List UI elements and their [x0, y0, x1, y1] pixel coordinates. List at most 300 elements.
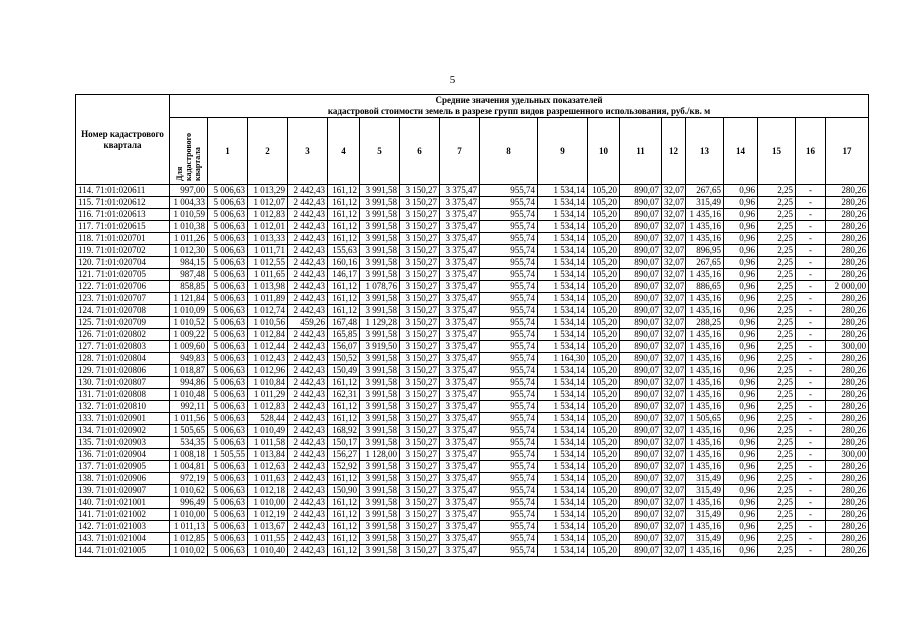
- value-cell: 32,07: [662, 389, 686, 401]
- value-cell: 3 150,27: [400, 485, 440, 497]
- value-cell: 2,25: [758, 461, 796, 473]
- value-cell: 280,26: [826, 425, 869, 437]
- value-cell: 890,07: [620, 401, 662, 413]
- value-cell: 161,12: [328, 185, 360, 197]
- quarter-number-cell: 121. 71:01:020705: [76, 269, 170, 281]
- value-cell: 955,74: [480, 497, 538, 509]
- value-cell: 955,74: [480, 413, 538, 425]
- value-cell: 152,92: [328, 461, 360, 473]
- value-cell: 1 435,16: [686, 461, 724, 473]
- value-cell: 1 534,14: [538, 305, 588, 317]
- value-cell: 1 435,16: [686, 341, 724, 353]
- value-cell: 1 534,14: [538, 545, 588, 557]
- value-cell: 890,07: [620, 233, 662, 245]
- value-cell: 5 006,63: [208, 329, 248, 341]
- value-cell: 32,07: [662, 185, 686, 197]
- value-cell: 2 442,43: [288, 221, 328, 233]
- value-cell: 1 534,14: [538, 341, 588, 353]
- value-cell: 1 012,84: [248, 329, 288, 341]
- quarter-number-cell: 115. 71:01:020612: [76, 197, 170, 209]
- value-cell: 5 006,63: [208, 497, 248, 509]
- table-row: [76, 269, 869, 281]
- value-cell: 1 010,02: [170, 545, 208, 557]
- value-cell: 32,07: [662, 509, 686, 521]
- value-cell: 315,49: [686, 533, 724, 545]
- value-cell: 32,07: [662, 461, 686, 473]
- value-cell: 5 006,63: [208, 365, 248, 377]
- value-cell: 3 991,58: [360, 509, 400, 521]
- column-header-9: 9: [538, 118, 588, 185]
- column-header-13: 13: [686, 118, 724, 185]
- group-title-line2: кадастровой стоимости земель в разрезе групп видов разрешенного использования, руб./кв. м: [327, 106, 711, 116]
- quarter-number-cell: 125. 71:01:020709: [76, 317, 170, 329]
- value-cell: 890,07: [620, 413, 662, 425]
- value-cell: 3 919,50: [360, 341, 400, 353]
- value-cell: 1 013,29: [248, 185, 288, 197]
- value-cell: 2 442,43: [288, 353, 328, 365]
- value-cell: 972,19: [170, 473, 208, 485]
- value-cell: 3 991,58: [360, 533, 400, 545]
- value-cell: 2 442,43: [288, 389, 328, 401]
- value-cell: 161,12: [328, 521, 360, 533]
- value-cell: 3 375,47: [440, 305, 480, 317]
- value-cell: 5 006,63: [208, 353, 248, 365]
- value-cell: 0,96: [724, 377, 758, 389]
- value-cell: 5 006,63: [208, 233, 248, 245]
- value-cell: 0,96: [724, 197, 758, 209]
- value-cell: 105,20: [588, 485, 620, 497]
- value-cell: 1 011,56: [170, 413, 208, 425]
- value-cell: 3 150,27: [400, 233, 440, 245]
- value-cell: 3 375,47: [440, 293, 480, 305]
- value-cell: 2,25: [758, 509, 796, 521]
- value-cell: 105,20: [588, 425, 620, 437]
- value-cell: 315,49: [686, 485, 724, 497]
- quarter-number-cell: 131. 71:01:020808: [76, 389, 170, 401]
- value-cell: 949,83: [170, 353, 208, 365]
- value-cell: 890,07: [620, 485, 662, 497]
- value-cell: 2 442,43: [288, 413, 328, 425]
- value-cell: 996,49: [170, 497, 208, 509]
- value-cell: 105,20: [588, 473, 620, 485]
- value-cell: 3 150,27: [400, 401, 440, 413]
- value-cell: 3 991,58: [360, 269, 400, 281]
- column-header-14: 14: [724, 118, 758, 185]
- value-cell: 300,00: [826, 449, 869, 461]
- value-cell: 3 150,27: [400, 533, 440, 545]
- value-cell: 3 991,58: [360, 461, 400, 473]
- value-cell: 3 150,27: [400, 185, 440, 197]
- table-body: [76, 185, 869, 557]
- value-cell: 267,65: [686, 257, 724, 269]
- value-cell: 3 375,47: [440, 461, 480, 473]
- table-row: [76, 305, 869, 317]
- value-cell: 3 150,27: [400, 545, 440, 557]
- table-row: [76, 365, 869, 377]
- value-cell: 2 442,43: [288, 473, 328, 485]
- quarter-number-cell: 129. 71:01:020806: [76, 365, 170, 377]
- value-cell: 1 435,16: [686, 425, 724, 437]
- value-cell: 1 012,85: [170, 533, 208, 545]
- value-cell: 955,74: [480, 533, 538, 545]
- table-row: [76, 545, 869, 557]
- value-cell: 32,07: [662, 365, 686, 377]
- value-cell: 890,07: [620, 389, 662, 401]
- value-cell: 1 008,18: [170, 449, 208, 461]
- value-cell: 1 435,16: [686, 305, 724, 317]
- value-cell: 2 442,43: [288, 257, 328, 269]
- value-cell: 1 534,14: [538, 377, 588, 389]
- value-cell: 3 375,47: [440, 365, 480, 377]
- value-cell: 2 442,43: [288, 449, 328, 461]
- value-cell: 3 991,58: [360, 365, 400, 377]
- value-cell: -: [796, 389, 826, 401]
- value-cell: 1 012,07: [248, 197, 288, 209]
- value-cell: 280,26: [826, 305, 869, 317]
- value-cell: 896,95: [686, 245, 724, 257]
- value-cell: 1 534,14: [538, 425, 588, 437]
- value-cell: 890,07: [620, 257, 662, 269]
- value-cell: 105,20: [588, 377, 620, 389]
- value-cell: 3 150,27: [400, 209, 440, 221]
- value-cell: 955,74: [480, 449, 538, 461]
- value-cell: 890,07: [620, 473, 662, 485]
- quarter-number-cell: 135. 71:01:020903: [76, 437, 170, 449]
- value-cell: 1 010,09: [170, 305, 208, 317]
- value-cell: 890,07: [620, 269, 662, 281]
- value-cell: 0,96: [724, 473, 758, 485]
- value-cell: 890,07: [620, 461, 662, 473]
- value-cell: 1 013,33: [248, 233, 288, 245]
- value-cell: 0,96: [724, 485, 758, 497]
- value-cell: 3 150,27: [400, 353, 440, 365]
- value-cell: 0,96: [724, 293, 758, 305]
- column-header-15: 15: [758, 118, 796, 185]
- value-cell: 955,74: [480, 257, 538, 269]
- quarter-number-cell: 126. 71:01:020802: [76, 329, 170, 341]
- quarter-number-cell: 119. 71:01:020702: [76, 245, 170, 257]
- value-cell: 1 435,16: [686, 293, 724, 305]
- value-cell: 1 012,74: [248, 305, 288, 317]
- value-cell: 0,96: [724, 461, 758, 473]
- value-cell: -: [796, 377, 826, 389]
- value-cell: 2,25: [758, 245, 796, 257]
- column-header-4: 4: [328, 118, 360, 185]
- table-row: [76, 437, 869, 449]
- first-column-label: Для кадастрового квартала: [175, 132, 202, 181]
- column-header-1: 1: [208, 118, 248, 185]
- value-cell: 3 991,58: [360, 245, 400, 257]
- table-row: [76, 281, 869, 293]
- value-cell: 1 013,98: [248, 281, 288, 293]
- value-cell: 3 375,47: [440, 497, 480, 509]
- value-cell: 955,74: [480, 365, 538, 377]
- value-cell: 886,65: [686, 281, 724, 293]
- value-cell: 280,26: [826, 209, 869, 221]
- value-cell: 0,96: [724, 281, 758, 293]
- quarter-number-cell: 141. 71:01:021002: [76, 509, 170, 521]
- value-cell: 955,74: [480, 473, 538, 485]
- value-cell: 2,25: [758, 365, 796, 377]
- value-cell: 1 010,56: [248, 317, 288, 329]
- value-cell: 1 012,83: [248, 209, 288, 221]
- value-cell: 3 375,47: [440, 533, 480, 545]
- value-cell: 280,26: [826, 533, 869, 545]
- value-cell: 280,26: [826, 245, 869, 257]
- table-row: [76, 425, 869, 437]
- value-cell: 2 442,43: [288, 461, 328, 473]
- value-cell: 1 010,00: [170, 509, 208, 521]
- value-cell: 3 991,58: [360, 221, 400, 233]
- value-cell: 2,25: [758, 317, 796, 329]
- value-cell: 0,96: [724, 437, 758, 449]
- value-cell: 1 534,14: [538, 413, 588, 425]
- value-cell: 32,07: [662, 197, 686, 209]
- value-cell: 0,96: [724, 341, 758, 353]
- value-cell: 955,74: [480, 353, 538, 365]
- value-cell: 3 375,47: [440, 545, 480, 557]
- value-cell: -: [796, 305, 826, 317]
- value-cell: 0,96: [724, 245, 758, 257]
- value-cell: 105,20: [588, 461, 620, 473]
- value-cell: 5 006,63: [208, 485, 248, 497]
- value-cell: 161,12: [328, 293, 360, 305]
- value-cell: 1 534,14: [538, 221, 588, 233]
- table-row: [76, 209, 869, 221]
- value-cell: 1 534,14: [538, 233, 588, 245]
- value-cell: 3 150,27: [400, 461, 440, 473]
- value-cell: 32,07: [662, 485, 686, 497]
- value-cell: 1 435,16: [686, 449, 724, 461]
- value-cell: -: [796, 233, 826, 245]
- value-cell: 5 006,63: [208, 221, 248, 233]
- value-cell: 3 991,58: [360, 377, 400, 389]
- value-cell: 32,07: [662, 425, 686, 437]
- table-row: [76, 317, 869, 329]
- column-header-12: 12: [662, 118, 686, 185]
- column-header-10: 10: [588, 118, 620, 185]
- value-cell: 280,26: [826, 461, 869, 473]
- quarter-number-cell: 137. 71:01:020905: [76, 461, 170, 473]
- cadastral-value-table: [75, 94, 869, 557]
- value-cell: 32,07: [662, 521, 686, 533]
- value-cell: 0,96: [724, 257, 758, 269]
- value-cell: 955,74: [480, 197, 538, 209]
- value-cell: 2 442,43: [288, 245, 328, 257]
- value-cell: 890,07: [620, 353, 662, 365]
- value-cell: -: [796, 209, 826, 221]
- value-cell: 280,26: [826, 221, 869, 233]
- value-cell: 105,20: [588, 533, 620, 545]
- value-cell: 32,07: [662, 329, 686, 341]
- value-cell: 5 006,63: [208, 269, 248, 281]
- value-cell: 315,49: [686, 473, 724, 485]
- value-cell: 1 505,65: [686, 413, 724, 425]
- value-cell: 105,20: [588, 233, 620, 245]
- value-cell: 2 442,43: [288, 329, 328, 341]
- value-cell: 890,07: [620, 449, 662, 461]
- value-cell: 3 991,58: [360, 233, 400, 245]
- value-cell: 1 505,65: [170, 425, 208, 437]
- value-cell: 1 534,14: [538, 329, 588, 341]
- value-cell: 0,96: [724, 389, 758, 401]
- first-column-header: [170, 118, 208, 185]
- value-cell: 2,25: [758, 485, 796, 497]
- value-cell: -: [796, 509, 826, 521]
- value-cell: 3 150,27: [400, 221, 440, 233]
- value-cell: 5 006,63: [208, 437, 248, 449]
- value-cell: 288,25: [686, 317, 724, 329]
- value-cell: 3 150,27: [400, 437, 440, 449]
- table-row: [76, 185, 869, 197]
- value-cell: -: [796, 545, 826, 557]
- value-cell: 1 013,84: [248, 449, 288, 461]
- value-cell: 890,07: [620, 437, 662, 449]
- value-cell: 280,26: [826, 329, 869, 341]
- value-cell: 1 010,38: [170, 221, 208, 233]
- value-cell: 955,74: [480, 329, 538, 341]
- value-cell: 955,74: [480, 437, 538, 449]
- value-cell: 3 375,47: [440, 509, 480, 521]
- value-cell: 280,26: [826, 353, 869, 365]
- table-row: [76, 497, 869, 509]
- value-cell: 534,35: [170, 437, 208, 449]
- quarter-number-cell: 136. 71:01:020904: [76, 449, 170, 461]
- value-cell: 105,20: [588, 353, 620, 365]
- value-cell: 955,74: [480, 545, 538, 557]
- value-cell: 32,07: [662, 233, 686, 245]
- value-cell: 1 018,87: [170, 365, 208, 377]
- value-cell: -: [796, 317, 826, 329]
- value-cell: 1 534,14: [538, 473, 588, 485]
- column-header-16: 16: [796, 118, 826, 185]
- value-cell: 32,07: [662, 245, 686, 257]
- value-cell: 105,20: [588, 221, 620, 233]
- value-cell: 1 012,55: [248, 257, 288, 269]
- quarter-number-cell: 130. 71:01:020807: [76, 377, 170, 389]
- value-cell: 0,96: [724, 449, 758, 461]
- value-cell: 3 991,58: [360, 413, 400, 425]
- value-cell: 5 006,63: [208, 389, 248, 401]
- value-cell: 2 442,43: [288, 485, 328, 497]
- value-cell: 2 442,43: [288, 497, 328, 509]
- value-cell: 955,74: [480, 269, 538, 281]
- value-cell: 315,49: [686, 509, 724, 521]
- value-cell: 2,25: [758, 209, 796, 221]
- value-cell: 5 006,63: [208, 425, 248, 437]
- value-cell: 3 150,27: [400, 497, 440, 509]
- value-cell: 161,12: [328, 233, 360, 245]
- value-cell: 32,07: [662, 545, 686, 557]
- value-cell: 3 150,27: [400, 245, 440, 257]
- value-cell: 32,07: [662, 497, 686, 509]
- value-cell: 105,20: [588, 413, 620, 425]
- value-cell: 1 011,29: [248, 389, 288, 401]
- table-row: [76, 533, 869, 545]
- value-cell: 3 150,27: [400, 449, 440, 461]
- value-cell: 5 006,63: [208, 197, 248, 209]
- value-cell: 161,12: [328, 209, 360, 221]
- value-cell: -: [796, 533, 826, 545]
- value-cell: 280,26: [826, 509, 869, 521]
- value-cell: -: [796, 437, 826, 449]
- value-cell: 1 534,14: [538, 485, 588, 497]
- value-cell: 1 534,14: [538, 461, 588, 473]
- value-cell: 161,12: [328, 281, 360, 293]
- value-cell: 0,96: [724, 353, 758, 365]
- value-cell: -: [796, 197, 826, 209]
- value-cell: 955,74: [480, 377, 538, 389]
- value-cell: 5 006,63: [208, 185, 248, 197]
- value-cell: 1 534,14: [538, 197, 588, 209]
- quarter-number-cell: 140. 71:01:021001: [76, 497, 170, 509]
- value-cell: 1 534,14: [538, 389, 588, 401]
- value-cell: -: [796, 401, 826, 413]
- value-cell: 3 150,27: [400, 257, 440, 269]
- value-cell: 994,86: [170, 377, 208, 389]
- value-cell: 2 442,43: [288, 233, 328, 245]
- value-cell: 3 150,27: [400, 293, 440, 305]
- table-row: [76, 521, 869, 533]
- value-cell: 890,07: [620, 533, 662, 545]
- table-row: [76, 377, 869, 389]
- value-cell: 890,07: [620, 185, 662, 197]
- value-cell: -: [796, 353, 826, 365]
- table-row: [76, 341, 869, 353]
- value-cell: 161,12: [328, 197, 360, 209]
- value-cell: 1 010,40: [248, 545, 288, 557]
- column-header-6: 6: [400, 118, 440, 185]
- value-cell: 2 442,43: [288, 269, 328, 281]
- value-cell: 1 435,16: [686, 269, 724, 281]
- value-cell: 168,92: [328, 425, 360, 437]
- value-cell: 280,26: [826, 269, 869, 281]
- value-cell: 3 375,47: [440, 209, 480, 221]
- value-cell: 105,20: [588, 269, 620, 281]
- value-cell: 105,20: [588, 497, 620, 509]
- value-cell: 1 534,14: [538, 317, 588, 329]
- value-cell: 3 991,58: [360, 305, 400, 317]
- value-cell: 0,96: [724, 521, 758, 533]
- value-cell: 2,25: [758, 449, 796, 461]
- value-cell: 2,25: [758, 233, 796, 245]
- value-cell: 280,26: [826, 257, 869, 269]
- value-cell: 3 375,47: [440, 425, 480, 437]
- value-cell: 2 442,43: [288, 425, 328, 437]
- value-cell: 5 006,63: [208, 317, 248, 329]
- value-cell: -: [796, 449, 826, 461]
- value-cell: 2 442,43: [288, 305, 328, 317]
- value-cell: 105,20: [588, 257, 620, 269]
- value-cell: -: [796, 269, 826, 281]
- quarter-number-cell: 123. 71:01:020707: [76, 293, 170, 305]
- column-header-11: 11: [620, 118, 662, 185]
- value-cell: 3 991,58: [360, 293, 400, 305]
- value-cell: 2,25: [758, 401, 796, 413]
- value-cell: 1 010,49: [248, 425, 288, 437]
- value-cell: -: [796, 281, 826, 293]
- value-cell: 3 150,27: [400, 317, 440, 329]
- value-cell: 2,25: [758, 329, 796, 341]
- value-cell: 161,12: [328, 401, 360, 413]
- value-cell: 32,07: [662, 221, 686, 233]
- value-cell: 3 991,58: [360, 353, 400, 365]
- value-cell: 5 006,63: [208, 341, 248, 353]
- value-cell: 105,20: [588, 449, 620, 461]
- value-cell: 2,25: [758, 425, 796, 437]
- value-cell: 2 442,43: [288, 545, 328, 557]
- value-cell: 955,74: [480, 401, 538, 413]
